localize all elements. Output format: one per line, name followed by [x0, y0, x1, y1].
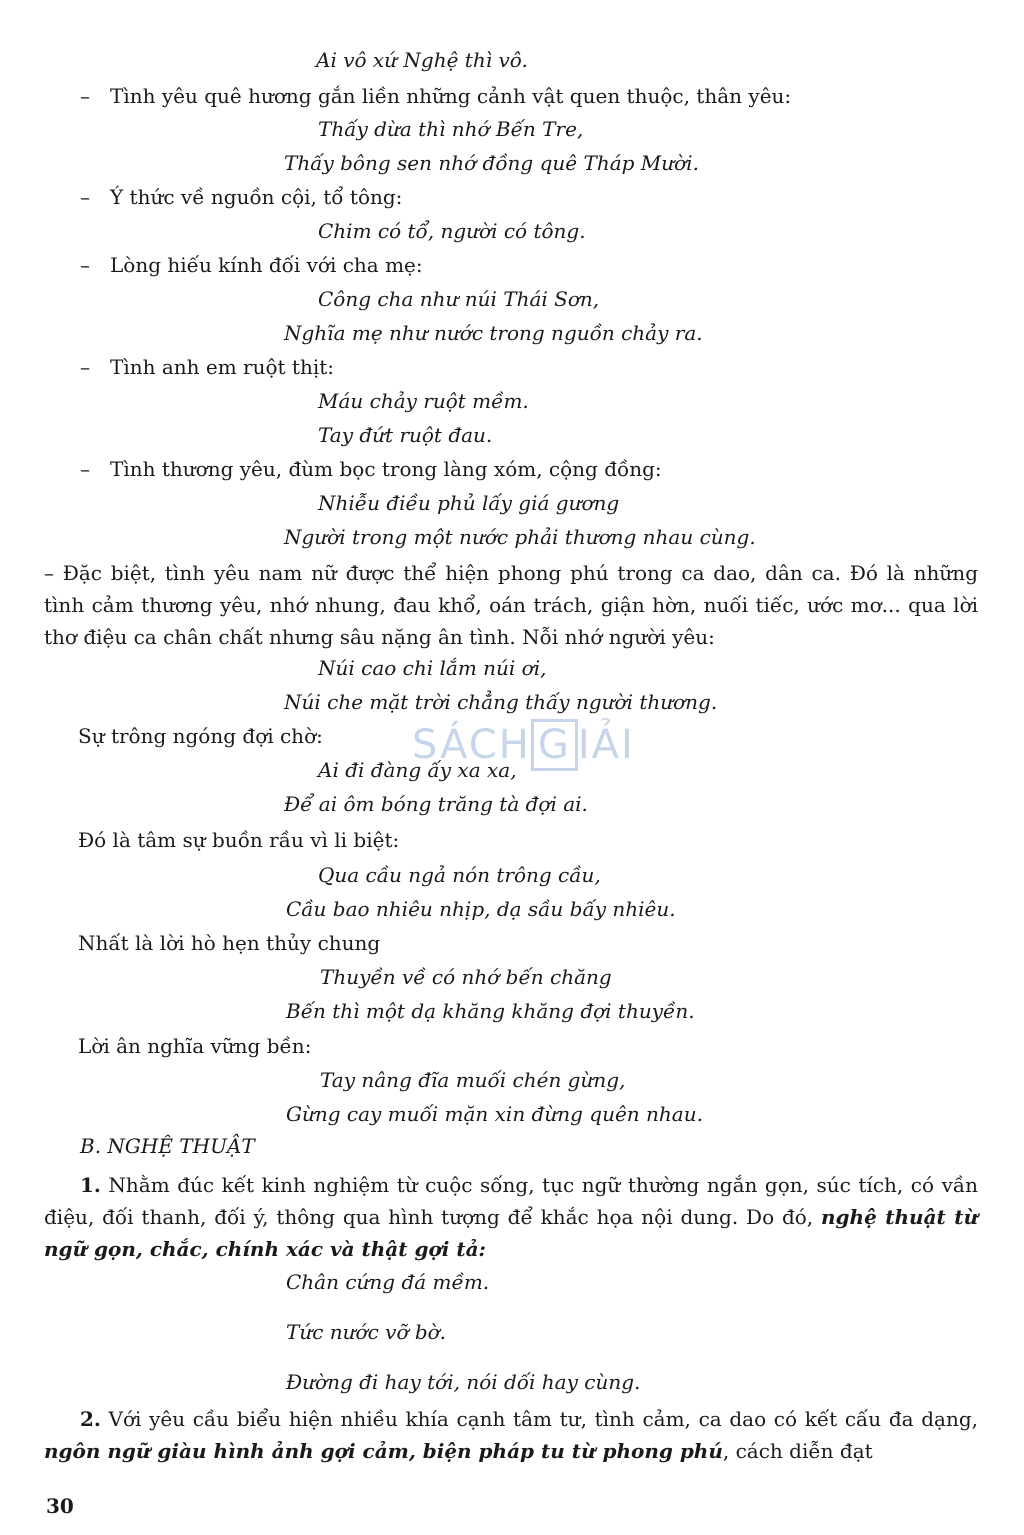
paragraph-text: Nhằm đúc kết kinh nghiệm từ cuộc sống, tục ngữ thường ngắn gọn, súc tích, có vần điệu, đối thanh, đối ý, thông qua hình tượng để khắc họa nội dung. Do đó,: [44, 1173, 978, 1229]
verse-line: Cầu bao nhiêu nhịp, dạ sầu bấy nhiêu.: [286, 897, 676, 921]
example-line: Chân cứng đá mềm.: [286, 1270, 490, 1294]
verse-line: Ai đi đàng ấy xa xa,: [318, 758, 517, 782]
intro-line: Lời ân nghĩa vững bền:: [78, 1034, 312, 1058]
bullet-text: Tình yêu quê hương gắn liền những cảnh vật quen thuộc, thân yêu:: [110, 84, 792, 108]
verse-line: Nghĩa mẹ như nước trong nguồn chảy ra.: [284, 321, 703, 345]
bullet-text: Tình thương yêu, đùm bọc trong làng xóm, cộng đồng:: [110, 457, 662, 481]
verse-line: Núi cao chi lắm núi ơi,: [318, 656, 547, 680]
verse-line: Thấy bông sen nhớ đồng quê Tháp Mười.: [284, 151, 699, 175]
verse-line: Người trong một nước phải thương nhau cùng.: [284, 525, 756, 549]
watermark-letter: G: [531, 719, 578, 771]
bullet-dash: –: [80, 355, 90, 379]
example-line: Tức nước vỡ bờ.: [286, 1320, 447, 1344]
verse-line: Núi che mặt trời chẳng thấy người thương.: [284, 690, 718, 714]
paragraph: [44, 1403, 978, 1467]
paragraph: [44, 1169, 978, 1265]
verse-line: Thuyền về có nhớ bến chăng: [320, 965, 612, 989]
bullet-text: Ý thức về nguồn cội, tổ tông:: [110, 185, 403, 209]
verse-line: Nhiễu điều phủ lấy giá gương: [318, 491, 620, 515]
verse-line: Tay đứt ruột đau.: [318, 423, 493, 447]
bullet-dash: –: [80, 84, 90, 108]
bullet-dash: –: [80, 457, 90, 481]
verse-line: Máu chảy ruột mềm.: [318, 389, 529, 413]
intro-line: Sự trông ngóng đợi chờ:: [78, 724, 323, 748]
paragraph: – Đặc biệt, tình yêu nam nữ được thể hiện phong phú trong ca dao, dân ca. Đó là những tình cảm thương yêu, nhớ nhung, đau khổ, oán trách, giận hờn, nuối tiếc, ước mơ... qua lời thơ điệu ca chân chất nhưng sâu nặng ân tình. Nỗi nhớ người yêu:: [44, 561, 978, 649]
watermark-text: IẢI: [577, 722, 635, 768]
paragraph-text: Với yêu cầu biểu hiện nhiều khía cạnh tâm tư, tình cảm, ca dao có kết cấu đa dạng,: [100, 1407, 978, 1431]
intro-line: Nhất là lời hò hẹn thủy chung: [78, 931, 381, 955]
item-number: 2.: [80, 1407, 101, 1431]
verse-line: Bến thì một dạ khăng khăng đợi thuyền.: [286, 999, 695, 1023]
example-line: Đường đi hay tới, nói dối hay cùng.: [286, 1370, 641, 1394]
verse-line: Công cha như núi Thái Sơn,: [318, 287, 600, 311]
verse-line: Gừng cay muối mặn xin đừng quên nhau.: [286, 1102, 703, 1126]
bullet-dash: –: [80, 253, 90, 277]
section-heading: B. NGHỆ THUẬT: [80, 1134, 255, 1158]
verse-line: Chim có tổ, người có tông.: [318, 219, 586, 243]
emphasis-text: nghệ thuật từ ngữ gọn, chắc, chính xác và thật gợi tả:: [44, 1205, 979, 1261]
bullet-dash: –: [80, 185, 90, 209]
watermark-logo: [412, 722, 635, 768]
bullet-text: Tình anh em ruột thịt:: [110, 355, 335, 379]
verse-line: Ai vô xứ Nghệ thì vô.: [316, 48, 528, 72]
emphasis-text: ngôn ngữ giàu hình ảnh gợi cảm, biện pháp tu từ phong phú: [44, 1439, 723, 1463]
bullet-text: Lòng hiếu kính đối với cha mẹ:: [110, 253, 423, 277]
page-number: 30: [46, 1494, 74, 1518]
watermark-text: SÁCH: [412, 722, 531, 768]
verse-line: Qua cầu ngả nón trông cầu,: [318, 863, 601, 887]
verse-line: Thấy dừa thì nhớ Bến Tre,: [318, 117, 584, 141]
verse-line: Để ai ôm bóng trăng tà đợi ai.: [284, 792, 588, 816]
paragraph-text: , cách diễn đạt: [722, 1439, 873, 1463]
item-number: 1.: [80, 1173, 101, 1197]
intro-line: Đó là tâm sự buồn rầu vì li biệt:: [78, 828, 400, 852]
verse-line: Tay nâng đĩa muối chén gừng,: [320, 1068, 626, 1092]
